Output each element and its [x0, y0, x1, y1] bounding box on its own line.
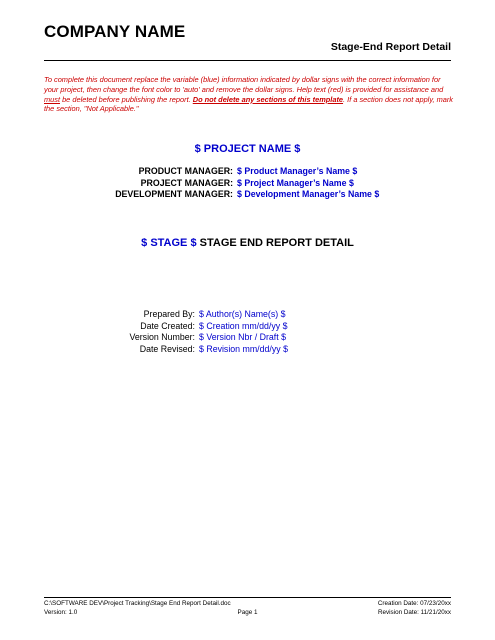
- instructions-do-not-delete: Do not delete any sections of this template: [192, 94, 344, 104]
- project-manager-label: PROJECT MANAGER:: [140, 177, 233, 188]
- date-revised-value: $ Revision mm/dd/yy $: [199, 343, 288, 354]
- footer-right: [378, 600, 451, 617]
- instructions-part1: To complete this document replace the variable (blue) information indicated by dollar signs with the correct information for your project, then change the font color to 'auto' and remove the dollar signs. Help text (red) is provided for assistance and: [44, 75, 444, 94]
- project-name: $ PROJECT NAME $: [194, 143, 301, 155]
- footer-page-number: Page 1: [237, 608, 258, 616]
- version-number-value: $ Version Nbr / Draft $: [199, 332, 287, 343]
- date-created-label: Date Created:: [140, 320, 195, 331]
- header-divider: [44, 60, 451, 61]
- development-manager-row: [0, 189, 495, 201]
- project-manager-value: $ Project Manager’s Name $: [237, 177, 354, 188]
- footer-divider: [44, 597, 451, 598]
- footer-file-path: C:\SOFTWARE DEV\Project Tracking\Stage End Report Detail.doc: [44, 600, 231, 607]
- date-created-value: $ Creation mm/dd/yy $: [199, 320, 288, 331]
- instructions-part3: . If a section does not apply, mark the section, "Not Applicable.": [44, 94, 454, 114]
- footer-creation-date: Creation Date: 07/23/20xx: [377, 600, 451, 607]
- stage-heading: [0, 237, 495, 249]
- stage-heading-text: STAGE END REPORT DETAIL: [196, 237, 354, 249]
- prepared-by-row: [0, 309, 495, 321]
- product-manager-row: [0, 166, 495, 178]
- instructions-part2: be deleted before publishing the report.: [60, 94, 193, 104]
- footer-revision-date: Revision Date: 11/21/20xx: [377, 608, 451, 616]
- stage-variable: $ STAGE $: [141, 237, 197, 249]
- document-title: Stage-End Report Detail: [330, 41, 451, 53]
- version-number-label: Version Number:: [129, 332, 195, 343]
- instructions-must: must: [44, 94, 61, 104]
- project-manager-row: [0, 178, 495, 190]
- company-name: COMPANY NAME: [44, 22, 186, 41]
- footer-version: Version: 1.0: [44, 608, 78, 616]
- version-number-row: [0, 332, 495, 344]
- prepared-by-label: Prepared By:: [143, 309, 195, 319]
- development-manager-value: $ Development Manager’s Name $: [237, 189, 380, 200]
- product-manager-label: PRODUCT MANAGER:: [138, 166, 233, 176]
- prepared-by-value: $ Author(s) Name(s) $: [199, 309, 286, 319]
- date-created-row: [0, 321, 495, 333]
- help-instructions: [44, 75, 454, 114]
- document-metadata: [0, 309, 495, 355]
- date-revised-row: [0, 344, 495, 356]
- date-revised-label: Date Revised:: [139, 343, 195, 354]
- product-manager-value: $ Product Manager’s Name $: [237, 166, 358, 176]
- development-manager-label: DEVELOPMENT MANAGER:: [115, 189, 233, 200]
- managers-block: [0, 166, 495, 201]
